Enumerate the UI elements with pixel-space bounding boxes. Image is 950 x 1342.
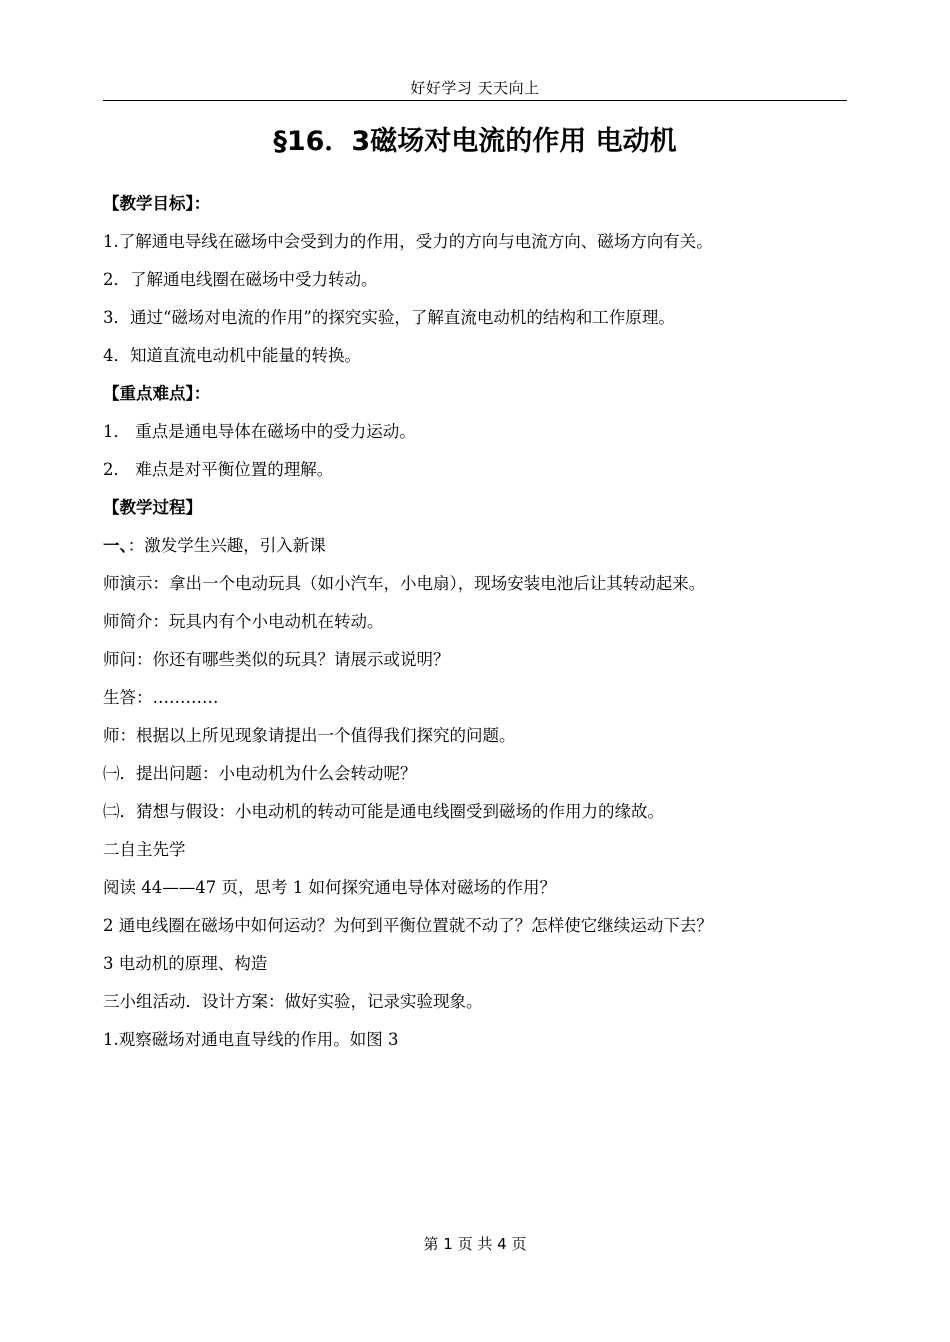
text-line: 3 电动机的原理、构造 [103,954,268,973]
section-number: 一、 [103,536,128,555]
text-line: 3．通过“磁场对电流的作用”的探究实验，了解直流电动机的结构和工作原理。 [103,308,675,327]
text-line: 4．知道直流电动机中能量的转换。 [103,346,361,365]
section-text: ：激发学生兴趣，引入新课 [127,536,326,555]
text-line: ㈠．提出问题：小电动机为什么会转动呢？ [103,764,417,783]
page-header: 好好学习 天天向上 [410,79,540,97]
text-line: 师演示：拿出一个电动玩具（如小汽车，小电扇），现场安装电池后让其转动起来。 [103,574,706,593]
text-line [103,527,863,565]
document-body [103,185,863,1059]
text-line: 2． 难点是对平衡位置的理解。 [103,460,334,479]
text-line: 生答：………… [103,688,219,707]
text-line: ㈡．猜想与假设：小电动机的转动可能是通电线圈受到磁场的作用力的缘故。 [103,802,664,821]
text-line: 三小组活动．设计方案：做好实验，记录实验现象。 [103,992,483,1011]
text-line: 1.观察磁场对通电直导线的作用。如图 3 [103,1030,399,1049]
text-line: 师：根据以上所见现象请提出一个值得我们探究的问题。 [103,726,516,745]
section-heading: 【重点难点】： [103,384,211,403]
text-line: 师问：你还有哪些类似的玩具？请展示或说明？ [103,650,450,669]
section-heading: 【教学过程】 [103,498,202,517]
text-line: 2．了解通电线圈在磁场中受力转动。 [103,270,378,289]
header-divider [103,100,847,101]
text-line: 二自主先学 [103,840,186,859]
text-line: 1． 重点是通电导体在磁场中的受力运动。 [103,422,416,441]
text-line: 1.了解通电导线在磁场中会受到力的作用，受力的方向与电流方向、磁场方向有关。 [103,232,713,251]
text-line: 师简介：玩具内有个小电动机在转动。 [103,612,384,631]
text-line: 阅读 44——47 页，思考 1 如何探究通电导体对磁场的作用？ [103,878,556,897]
text-line: 2 通电线圈在磁场中如何运动？为何到平衡位置就不动了？怎样使它继续运动下去？ [103,916,713,935]
page-footer: 第 1 页 共 4 页 [423,1235,527,1253]
document-title: §16．3磁场对电流的作用 电动机 [273,126,677,157]
section-heading: 【教学目标】： [103,194,211,213]
